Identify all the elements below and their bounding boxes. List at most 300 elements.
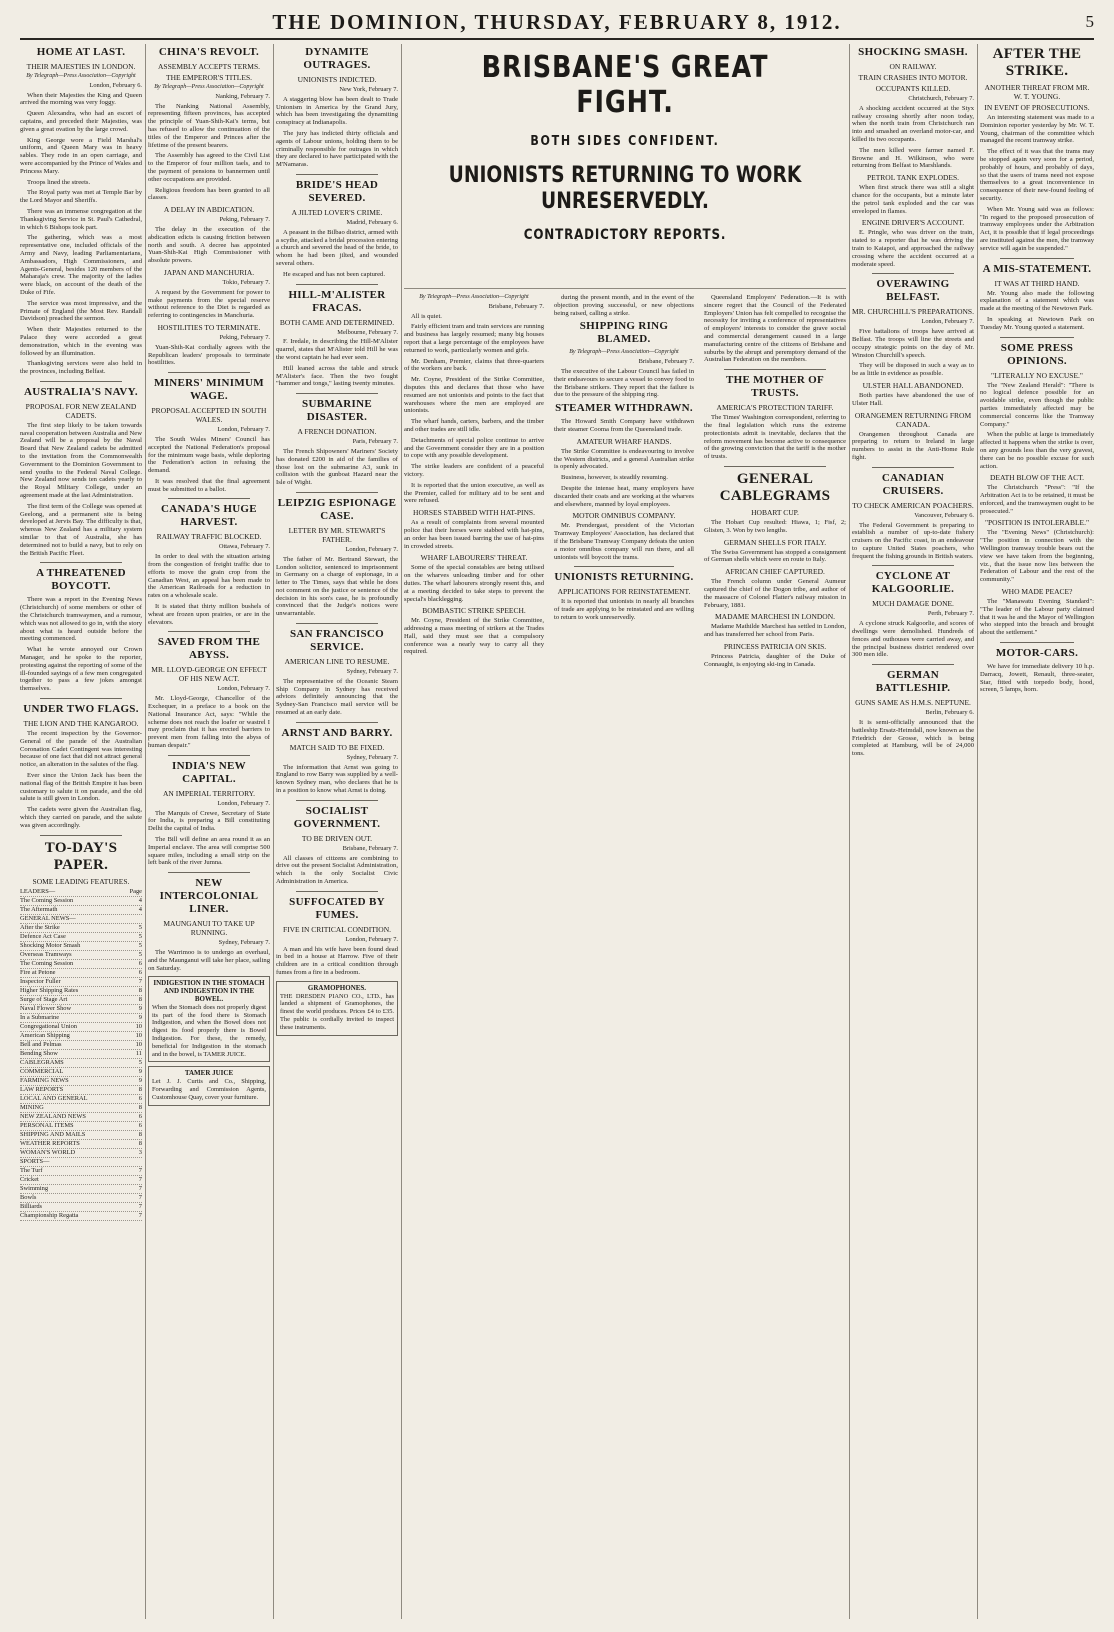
article-body [852, 229, 974, 268]
paragraph: Mr. Lloyd-George, Chancellor of the Exchequer, in a preface to a book on the National Insurance Act, says: "While the scheme does not reach the loafer or wastrel I may proclaim that it has erected barriers to prevent men from falling into the abyss of human despair." [148, 695, 270, 750]
paragraph: When first struck there was still a slight chance for the occupants, but a minute later the petrol tank exploded and the car was enveloped in flames. [852, 184, 974, 215]
feature-label: Billiards [20, 1202, 43, 1210]
paragraph: Mr. Young also made the following explanation of a statement which was made at the meeting of the Newtown Park. [980, 289, 1094, 313]
lead-column-3 [704, 294, 846, 1619]
divider [574, 566, 674, 567]
cablegram-text: Princess Patricia, daughter of the Duke of Connaught, is enjoying ski-ing in Canada. [704, 652, 846, 668]
article-body [852, 184, 974, 215]
feature-page: 7 [138, 1211, 142, 1219]
article-subheadline: OCCUPANTS KILLED. [875, 84, 951, 93]
feature-page: 5 [138, 950, 142, 958]
article-headline: HILL-M'ALISTER FRACAS. [288, 288, 386, 314]
feature-page: 7 [138, 1166, 142, 1174]
article-headline: HOME AT LAST. [36, 46, 126, 58]
article-subheadline: UNIONISTS INDICTED. [297, 75, 377, 84]
article-dateline: New York, February 7. [339, 86, 398, 93]
article-credit: By Telegraph—Press Association—Copyright [419, 294, 529, 300]
article-headline: GERMAN BATTLESHIP. [875, 669, 951, 695]
paragraph: A cyclone struck Kalgoorlie, and scores of dwellings were demolished. Hundreds of fences and outhouses were carried away, and the principal business district rendered over 300 men idle. [852, 620, 974, 659]
paragraph: The Times' Washington correspondent, referring to the final legislation which runs the extreme protectionists admit is inevitable, declares that the reform movement has become active to consequence of the growing conviction that the tariff is the mother of trusts. [704, 414, 846, 461]
section-heading: ORANGEMEN RETURNING FROM CANADA. [854, 410, 972, 429]
article-headline: STEAMER WITHDRAWN. [555, 402, 693, 415]
article-subheadline: AN IMPERIAL TERRITORY. [162, 788, 256, 798]
feature-page: 7 [138, 1175, 142, 1183]
feature-index-row [20, 1167, 142, 1176]
paragraph: When Mr. Young said was as follows: "In regard to the proposed prosecution of tramway employees under the Arbitration Act, it is possible that if legal proceedings are instituted against the men, the tramway service will again be suspended." [980, 205, 1094, 252]
article-subheadline: MATCH SAID TO BE FIXED. [289, 742, 385, 752]
article-headline: SAVED FROM THE ABYSS. [157, 636, 261, 662]
feature-label: Defence Act Case [20, 932, 66, 940]
article-subheadline: PROPOSAL FOR NEW ZEALAND CADETS. [25, 401, 137, 420]
article-headline: AFTER THE STRIKE. [992, 46, 1082, 79]
cablegram-text: The French column under General Aumeur captured the chief of the Dogon tribe, and author of the massacre of Colonel Flatter's railway mission in February, 1881. [704, 578, 846, 609]
article-subheadline: AMERICAN LINE TO RESUME. [284, 657, 390, 667]
article-body [276, 855, 398, 886]
feature-label: FARMING NEWS [20, 1076, 69, 1084]
paragraph: Business, however, is steadily resuming. [561, 474, 668, 482]
paragraph: Religious freedom has been granted to all classes. [148, 186, 270, 202]
article-body [276, 556, 398, 618]
divider [296, 722, 378, 723]
column-1 [20, 44, 142, 1619]
newspaper-title: THE DOMINION, THURSDAY, FEBRUARY 8, 1912. [272, 10, 842, 34]
article-dateline: London, February 7. [345, 545, 398, 553]
paragraph: Fairly efficient tram and train services are running and business has largely resumed; many big houses report that a large percentage of the employees have returned to work, particularly women and girls. [404, 323, 544, 354]
feature-label: Surge of Stage Art [20, 995, 68, 1003]
cablegram-text: The Hobart Cup resulted: Hiawa, 1; Fisf, 2; Glisten, 3. Won by two lengths. [704, 518, 846, 534]
feature-page: 6 [138, 1094, 142, 1102]
paragraph: Orangemen throughout Canada are preparing to return to Ireland in large numbers to assist in the Anti-Home Rule fight. [852, 430, 974, 461]
section-heading: WHO MADE PEACE? [1001, 587, 1073, 597]
feature-index-row [20, 1041, 142, 1050]
feature-page: 5 [138, 932, 142, 940]
article-body [980, 529, 1094, 584]
column-2 [148, 44, 270, 1619]
article-headline: SOME PRESS OPINIONS. [1000, 341, 1074, 367]
article-dateline: Paris, February 7. [352, 438, 398, 446]
feature-label: Bowls [20, 1193, 37, 1201]
article-subheadline: RAILWAY TRAFFIC BLOCKED. [156, 532, 262, 542]
section-heading: WHARF LABOURERS' THREAT. [420, 553, 528, 563]
article-subheadline: MR. LLOYD-GEORGE ON EFFECT OF HIS NEW ACT. [151, 665, 267, 684]
divider [296, 800, 378, 801]
feature-index-row [20, 960, 142, 969]
feature-label: The Coming Session [20, 959, 74, 967]
feature-index-row [20, 1059, 142, 1068]
feature-index-row [20, 1176, 142, 1185]
column-8 [852, 44, 974, 1619]
feature-label: American Shipping [20, 1031, 70, 1039]
feature-page: 5 [138, 941, 142, 949]
article-body [852, 328, 974, 378]
feature-page: 9 [138, 1076, 142, 1084]
feature-index [20, 888, 142, 1221]
article-dateline: Brisbane, February 7. [342, 844, 398, 852]
feature-page: 6 [138, 968, 142, 976]
article-subheadline: ANOTHER THREAT FROM MR. W. T. YOUNG. [984, 83, 1090, 101]
article-headline: INDIA'S NEW CAPITAL. [172, 759, 246, 785]
article-headline: BRIDE'S HEAD SEVERED. [295, 178, 379, 204]
feature-index-row [20, 1158, 142, 1167]
article-headline: CYCLONE AT KALGOORLIE. [871, 570, 955, 596]
feature-label: Championship Regatta [20, 1211, 79, 1219]
section-heading: BOMBASTIC STRIKE SPEECH. [422, 606, 526, 616]
paragraph: Mr. Denham, Premier, claims that three-quarters of the workers are back. [404, 357, 544, 373]
article-headline: THE MOTHER OF TRUSTS. [725, 374, 825, 400]
paragraph: When the public at large is immediately affected it happens when the strike is over, on any grounds less than the very gravest, there can be no possible excuse for such action. [980, 431, 1094, 470]
feature-page: 3 [138, 1148, 142, 1156]
feature-label: LEADERS— [20, 887, 56, 895]
feature-label: Cricket [20, 1175, 39, 1183]
article-body [554, 448, 694, 509]
article-dateline: Ottawa, February 7. [218, 543, 270, 551]
feature-label: Naval Flower Show [20, 1004, 72, 1012]
article-dateline: London, February 7. [921, 318, 974, 326]
lead-column-2 [554, 294, 694, 1619]
feature-page: 8 [138, 986, 142, 994]
paragraph: Hill leaned across the table and struck M'Alister's face. Then the two fought "hammer and tongs," lasting twenty minutes. [276, 364, 398, 388]
article-headline: CANADIAN CRUISERS. [881, 471, 945, 497]
feature-index-row [20, 1140, 142, 1149]
column-rule [401, 44, 402, 1619]
feature-page: 7 [138, 1193, 142, 1201]
divider [296, 284, 378, 285]
feature-index-row [20, 1131, 142, 1140]
feature-label: Bell and Pelmas [20, 1040, 62, 1048]
article-subheadline: IN EVENT OF PROSECUTIONS. [984, 103, 1090, 112]
paragraph: Both parties have abandoned the use of Ulster Hall. [852, 391, 974, 407]
paragraph: In speaking at Newtown Park on Tuesday Mr. Young quoted a statement. [980, 315, 1094, 331]
article-dateline: Brisbane, February 7. [488, 302, 544, 310]
article-body [20, 596, 142, 693]
paragraph: The "Evening News" (Christchurch): "The position in connection with the Wellington tramway trouble bears out the view we have taken from the beginning, viz., that the issue now lies between the Federation of Labour and the rest of the community." [980, 529, 1094, 584]
article-body [980, 290, 1094, 332]
feature-page: 9 [138, 1067, 142, 1075]
article-body [554, 368, 694, 399]
cablegram-heading: HOBART CUP. [751, 507, 799, 517]
article-body [852, 392, 974, 408]
article-body [148, 103, 270, 203]
paragraph: All classes of citizens are combining to drive out the present Socialist Administration, which is the only Socialist Civic Administration in America. [276, 854, 398, 886]
lead-headline: BRISBANE'S GREAT FIGHT. [481, 50, 769, 120]
article-body [148, 695, 270, 750]
feature-label: Congregational Union [20, 1022, 77, 1030]
feature-label: In a Submarine [20, 1013, 60, 1021]
cablegram-text: The Swiss Government has stopped a consignment of German shells which were en route to Italy. [704, 548, 846, 564]
paragraph: In order to deal with the situation arising from the congestion of freight traffic due to efforts to move the grain crop from the Canadian West, an appeal has been made to the American Railroads for a reduction in rates on a wholesale scale. [148, 553, 270, 600]
feature-page: 7 [138, 1202, 142, 1210]
article-headline: UNIONISTS RETURNING. [554, 571, 694, 584]
article-dateline: Christchurch, February 7. [908, 95, 974, 102]
divider [40, 381, 122, 382]
article-body [148, 949, 270, 972]
article-headline: DYNAMITE OUTRAGES. [303, 46, 371, 71]
paragraph: The wharf hands, carters, barbers, and the timber and other trades are still idle. [404, 418, 544, 433]
advertisement [276, 981, 398, 1036]
article-headline: SUFFOCATED BY FUMES. [289, 895, 385, 921]
divider [296, 623, 378, 624]
paragraph: The information that Arnst was going to England to row Barry was supplied by a well-known Sydney man, who declares that he is in a position to know what Arnst is doing. [276, 763, 398, 795]
divider [296, 393, 378, 394]
article-headline: MOTOR-CARS. [995, 647, 1079, 660]
paragraph: They will be disposed in such a way as to be as little in evidence as possible. [852, 362, 974, 378]
feature-page: 6 [138, 1121, 142, 1129]
article-dateline: Sydney, February 7. [346, 668, 398, 676]
feature-index-row [20, 1014, 142, 1023]
article-body [148, 344, 270, 367]
divider [168, 631, 250, 632]
article-dateline: Perth, February 7. [927, 610, 974, 618]
feature-index-row [20, 915, 142, 924]
feature-index-row [20, 1194, 142, 1203]
feature-page: 7 [138, 1184, 142, 1192]
article-subheadline: A FRENCH DONATION. [297, 427, 377, 437]
article-credit: By Telegraph—Press Association—Copyright [569, 349, 679, 356]
article-body [704, 294, 846, 364]
article-dateline: London, February 7. [217, 685, 270, 693]
column-rule [145, 44, 146, 1619]
feature-label: Swimming [20, 1184, 49, 1192]
article-dateline: Berlin, February 6. [925, 709, 974, 717]
cablegram-heading: MADAME MARCHESI IN LONDON. [715, 612, 835, 622]
section-heading: PETROL TANK EXPLODES. [866, 173, 960, 183]
paragraph: The Assembly has agreed to the Civil List to the Emperor of four million taels, and to the payment of pensions to bannermen until other occupations are provided. [148, 152, 270, 183]
divider [296, 891, 378, 892]
feature-index-row [20, 924, 142, 933]
feature-index-row [20, 1104, 142, 1113]
masthead [20, 8, 1094, 40]
article-headline: AUSTRALIA'S NAVY. [24, 385, 138, 398]
article-dateline: Madrid, February 6. [346, 218, 398, 226]
paragraph: King George wore a Field Marshal's uniform, and Queen Mary was in heavy sables. They rode in an open carriage, and were accompanied by the Prince of Wales and Princess Mary. [20, 136, 142, 175]
divider [872, 273, 954, 274]
feature-label: LAW REPORTS [20, 1085, 64, 1093]
feature-index-row [20, 1077, 142, 1086]
article-body [852, 522, 974, 561]
lead-column-1 [404, 294, 544, 1619]
paragraph: Mr. Coyne, President of the Strike Committee, addressing a mass meeting of strikers at the Trades Hall, said they must see that a compulsory conference was a nearly way to carry all they required. [404, 617, 544, 656]
paragraph: There was a report in the Evening News (Christchurch) of some members or other of the Christchurch tramwaymen, and a rumour, which was not allowed to go in, with the story about what is heard outside before the meeting commenced. [20, 596, 142, 643]
divider [168, 872, 250, 873]
article-headline: UNDER TWO FLAGS. [23, 703, 139, 715]
feature-label: The Turf [20, 1166, 43, 1174]
feature-label: SPORTS— [20, 1157, 50, 1165]
paragraph: The delay in the execution of the abdication edicts is causing friction between north and south. A decree has appointed Yuan-Shih-Kai High Commissioner with absolute powers. [148, 225, 270, 265]
article-body [852, 719, 974, 758]
paragraph: The "New Zealand Herald": "There is no logical defence possible for an avoidable strike, even though the public parties immediately affected may be commercial concerns like the Tramway Company." [980, 381, 1094, 428]
feature-label: Shocking Motor Smash [20, 941, 81, 949]
ad-text: THE DRESDEN PIANO CO., LTD., has landed a shipment of Gramophones, the finest the world produces. Prices £4 to £35. The public is cordially invited to inspect these instruments. [280, 992, 394, 1031]
paragraph: E. Pringle, who was driver on the train, stated to a reporter that he was driving the train to Kaiapoi, and approached the railway crossing where the accident occurred at a moderate speed. [852, 229, 974, 268]
lead-subheadline-3: CONTRADICTORY REPORTS. [523, 227, 727, 243]
feature-label: Inspector Fuller [20, 977, 61, 985]
article-body [404, 564, 544, 603]
feature-label: Higher Shipping Rates [20, 986, 79, 994]
divider [872, 467, 954, 468]
feature-label: MINING [20, 1103, 44, 1111]
feature-label: The Aftermath [20, 905, 58, 913]
todays-paper-subheading: SOME LEADING FEATURES. [32, 876, 130, 886]
article-dateline: Brisbane, February 7. [638, 358, 694, 366]
paragraph: The Warrimoo is to undergo an overhaul, and the Maunganui will take her place, sailing on Saturday. [148, 949, 270, 972]
feature-label: Bending Show [20, 1049, 58, 1057]
paragraph: The cadets were given the Australian flag, which they carried on parade, and the salute was given accordingly. [20, 806, 142, 829]
paragraph: Mr. Prendergast, president of the Victorian Tramway Employees' Association, has declared that if the Brisbane Tramway Company defeats the union a motor omnibus company will run there, and all unionists will boycott the trams. [554, 522, 694, 561]
feature-page: 8 [138, 1130, 142, 1138]
paragraph: An interesting statement was made to a Dominion reporter yesterday by Mr. W. T. Young, chairman of the committee which managed the recent tramway strike. [980, 114, 1094, 145]
article-body [148, 226, 270, 265]
feature-index-row [20, 1005, 142, 1014]
article-body [276, 448, 398, 487]
feature-index-row [20, 969, 142, 978]
paragraph: The first term of the College was opened at Geelong, and a permanent site is being developed at Jervis Bay. The difficulty is that, whereas New Zealand has a military system similar to that of Australia, she has determined not to build a navy, but to rely on the British Pacific Fleet. [20, 502, 142, 557]
paragraph: It is reported that unionists in nearly all branches of trade are applying to be reinstated and are willing to return to work unreservedly. [554, 598, 694, 621]
divider [872, 664, 954, 665]
paragraph: A request by the Government for power to make payments from the special reserve without reference to the Diet is regarded as referring to contingencies in Manchuria. [148, 288, 270, 320]
article-subheadline: A DELAY IN ABDICATION. [163, 205, 255, 215]
paragraph: When their Majesties the King and Queen arrived the morning was very foggy. [20, 91, 142, 107]
article-subheadline: MR. CHURCHILL'S PREPARATIONS. [852, 307, 974, 317]
article-headline: SUBMARINE DISASTER. [302, 398, 372, 424]
article-subheadline: APPLICATIONS FOR REINSTATEMENT. [557, 587, 691, 597]
paragraph: The Bill will define an area round it as an Imperial enclave. The area will comprise 500 square miles, including a small strip on the left bank of the river Jumna. [148, 836, 270, 867]
section-heading: HORSES STABBED WITH HAT-PINS. [413, 508, 535, 518]
paragraph: The executive of the Labour Council has failed in their endeavours to secure a vessel to convey food to the Brisbane strikers. They report that the failure is due to the pressure of the shipping ring. [554, 367, 694, 399]
article-body [554, 294, 694, 317]
feature-label: GENERAL NEWS— [20, 914, 76, 922]
article-credit: By Telegraph—Press Association—Copyright [26, 73, 136, 79]
article-body [276, 96, 398, 169]
feature-page: 6 [138, 959, 142, 967]
feature-label: Fire at Petone [20, 968, 56, 976]
feature-index-row [20, 906, 142, 915]
feature-page: 10 [135, 1040, 142, 1048]
feature-label: After the Strike [20, 923, 60, 931]
feature-index-row [20, 1113, 142, 1122]
feature-page: 7 [138, 977, 142, 985]
feature-page: 8 [138, 1085, 142, 1093]
article-headline: MINERS' MINIMUM WAGE. [154, 377, 264, 403]
feature-label: WOMAN'S WORLD [20, 1148, 76, 1156]
lead-subheadline: BOTH SIDES CONFIDENT. [530, 134, 720, 149]
feature-index-row [20, 1212, 142, 1221]
feature-index-row [20, 1068, 142, 1077]
divider [724, 466, 826, 467]
paragraph: The Marquis of Crewe, Secretary of State for India, is preparing a Bill constituting Delhi the capital of India. [148, 809, 270, 833]
feature-page: 8 [138, 995, 142, 1003]
article-subheadline: HOSTILITIES TO TERMINATE. [157, 322, 261, 332]
paragraph: Queen Alexandra, who had an escort of captains, and preceded their Majesties, was given a great ovation by the large crowd. [20, 110, 142, 133]
article-headline: CANADA'S HUGE HARVEST. [161, 503, 257, 529]
page-number: 5 [1085, 12, 1094, 31]
paragraph: Five battalions of troops have arrived at Belfast. The troops will line the streets and occupy strategic points on the day of Mr. Winston Churchill's speech. [852, 328, 974, 359]
paragraph: The Federal Government is preparing to establish a number of up-to-date fishery cruisers on the Pacific coast, in an endeavour to capture United States poachers, who frequent the fishing grounds in British waters. [852, 521, 974, 560]
paragraph: The South Wales Miners' Council has accepted the National Federation's proposal for the minimum wage basis, while deploring the Federation's action in refusing the demand. [148, 435, 270, 475]
paragraph: The effect of it was that the trams may be stopped again very soon for a period, probably of hours, and probably of days, so that the users of trams need not expose themselves to a great inconvenience in consequence of their new-found feeling of security. [980, 148, 1094, 202]
divider [168, 498, 250, 499]
paragraph: The Royal party was met at Temple Bar by the Lord Mayor and Sheriffs. [20, 189, 142, 205]
lead-story-heading [404, 44, 846, 289]
feature-page: 10 [135, 1031, 142, 1039]
paragraph: Mr. Coyne, President of the Strike Committee, disputes this and declares that those who have resumed are not unionists and points to the fact that warehouses where the men are employed are unionists. [404, 376, 544, 415]
article-headline: CHINA'S REVOLT. [158, 46, 260, 58]
feature-label: LOCAL AND GENERAL [20, 1094, 88, 1102]
paragraph: The service was most impressive, and the Primate of England (the Most Rev. Randall Davidson) preached the sermon. [20, 299, 142, 323]
feature-index-row [20, 1050, 142, 1059]
ad-title: INDIGESTION IN THE STOMACH AND INDIGESTION IN THE BOWEL. [153, 979, 265, 1003]
section-heading: DEATH BLOW OF THE ACT. [990, 473, 1084, 483]
paragraph: Some of the special constables are being utilised on the wharves unloading timber and for other duties. The wharf labourers strongly resent this, and at a meeting decided to take steps to prevent the special's blacklegging. [404, 564, 544, 603]
paragraph: All is quiet. [411, 312, 442, 320]
feature-page: 8 [138, 1139, 142, 1147]
article-body [148, 810, 270, 868]
article-headline: LEIPZIG ESPIONAGE CASE. [277, 496, 397, 522]
paragraph: It is stated that thirty million bushels of wheat are frozen upon prairies, or are in the elevators. [148, 603, 270, 626]
paragraph: What he wrote annoyed our Crown Manager, and he spoke to the reporter, protesting against the reporting of some of the ill-founded sayings of a few men congregated together to pass a few jokes amongst themselves. [20, 646, 142, 693]
feature-page: 4 [138, 905, 142, 913]
article-headline: GENERAL CABLEGRAMS [719, 470, 831, 504]
column-rule [977, 44, 978, 1619]
article-body [554, 522, 694, 561]
feature-index-row [20, 933, 142, 942]
paragraph: The Christchurch "Press": "If the Arbitration Act is to be retained, it must be enforced, and the tramwaymen ought to be prosecuted." [980, 484, 1094, 515]
article-dateline: Melbourne, February 7. [337, 328, 398, 336]
article-body [980, 663, 1094, 694]
article-dateline: London, February 7. [217, 799, 270, 807]
article-body [404, 519, 544, 550]
article-body [554, 418, 694, 434]
paragraph: The French Shipowners' Mariners' Society has donated £200 in aid of the families of those lost on the submarine A3, sunk in collision with the gunboat Hazard near the Isle of Wight. [276, 447, 398, 487]
feature-index-row [20, 942, 142, 951]
paragraph: When their Majesties returned to the Palace they were accorded a great demonstration, which in the evening was followed by an illumination. [20, 326, 142, 357]
article-body [276, 229, 398, 279]
article-subheadline: THE LION AND THE KANGAROO. [23, 719, 139, 728]
paragraph: The Nanking National Assembly, representing fifteen provinces, has accepted the principle of Yuan-Shih-Kai's terms, but has refused to allow the continuation of the titles of the Emperor and Princes after the lifetime of the present bearers. [148, 102, 270, 149]
article-headline: ARNST AND BARRY. [281, 726, 393, 739]
feature-page: 6 [138, 1112, 142, 1120]
section-heading: MOTOR OMNIBUS COMPANY. [572, 511, 676, 521]
cablegram-heading: GERMAN SHELLS FOR ITALY. [723, 537, 827, 547]
ad-title: TAMER JUICE [184, 1069, 234, 1078]
divider [168, 755, 250, 756]
feature-index-row [20, 1086, 142, 1095]
paragraph: It was resolved that the final agreement must be submitted to a ballot. [148, 477, 270, 493]
paragraph: The "Manawatu Evening Standard": "The leader of the Labour party claimed that it was he and the Mayor of Wellington who stepped into the breach and brought about the settlement." [980, 598, 1094, 637]
feature-label: The Coming Session [20, 896, 74, 904]
article-body [276, 338, 398, 388]
article-subheadline: GUNS SAME AS H.M.S. NEPTUNE. [855, 698, 971, 708]
paragraph: The jury has indicted thirty officials and agents of Labour unions, holding them to be criminally responsible for outrages in which they are declared to have participated with the M'Namaras. [276, 129, 398, 169]
article-dateline: London, February 7. [217, 426, 270, 434]
paragraph: There was an immense congregation at the Thanksgiving Service in St. Paul's Cathedral, in which 6 Bishops took part. [20, 207, 142, 231]
feature-page: 10 [135, 1022, 142, 1030]
divider [1000, 337, 1074, 338]
article-dateline: Vancouver, February 6. [914, 511, 974, 519]
feature-page: 9 [138, 1004, 142, 1012]
article-body [404, 617, 544, 656]
feature-index-row [20, 987, 142, 996]
paragraph: The first step likely to be taken towards naval cooperation between Australia and New Zealand will be a proposal by the Naval Board that New Zealand cadets be admitted to the invitation from the Commonwealth Government to the Dominion Government to send youths to the Federal Naval College. New Zealand now sends ten cadets yearly to the Royal Military College, under an agreement made at the last Administration. [20, 421, 142, 500]
article-subheadline: FIVE IN CRITICAL CONDITION. [282, 924, 392, 934]
article-headline: SAN FRANCISCO SERVICE. [289, 628, 385, 654]
article-body [20, 92, 142, 376]
article-headline: SHOCKING SMASH. [858, 46, 968, 58]
article-body [20, 730, 142, 830]
feature-label: CABLEGRAMS [20, 1058, 64, 1066]
article-subheadline: TRAIN CRASHES INTO MOTOR. [858, 73, 968, 82]
paragraph: The recent inspection by the Governor-General of the parade of the Australian Coronation Cadet Contingent was interesting because of one fact that did not attract general notice, an alteration in the salutes of the flag. [20, 730, 142, 769]
feature-page: 8 [138, 1103, 142, 1111]
